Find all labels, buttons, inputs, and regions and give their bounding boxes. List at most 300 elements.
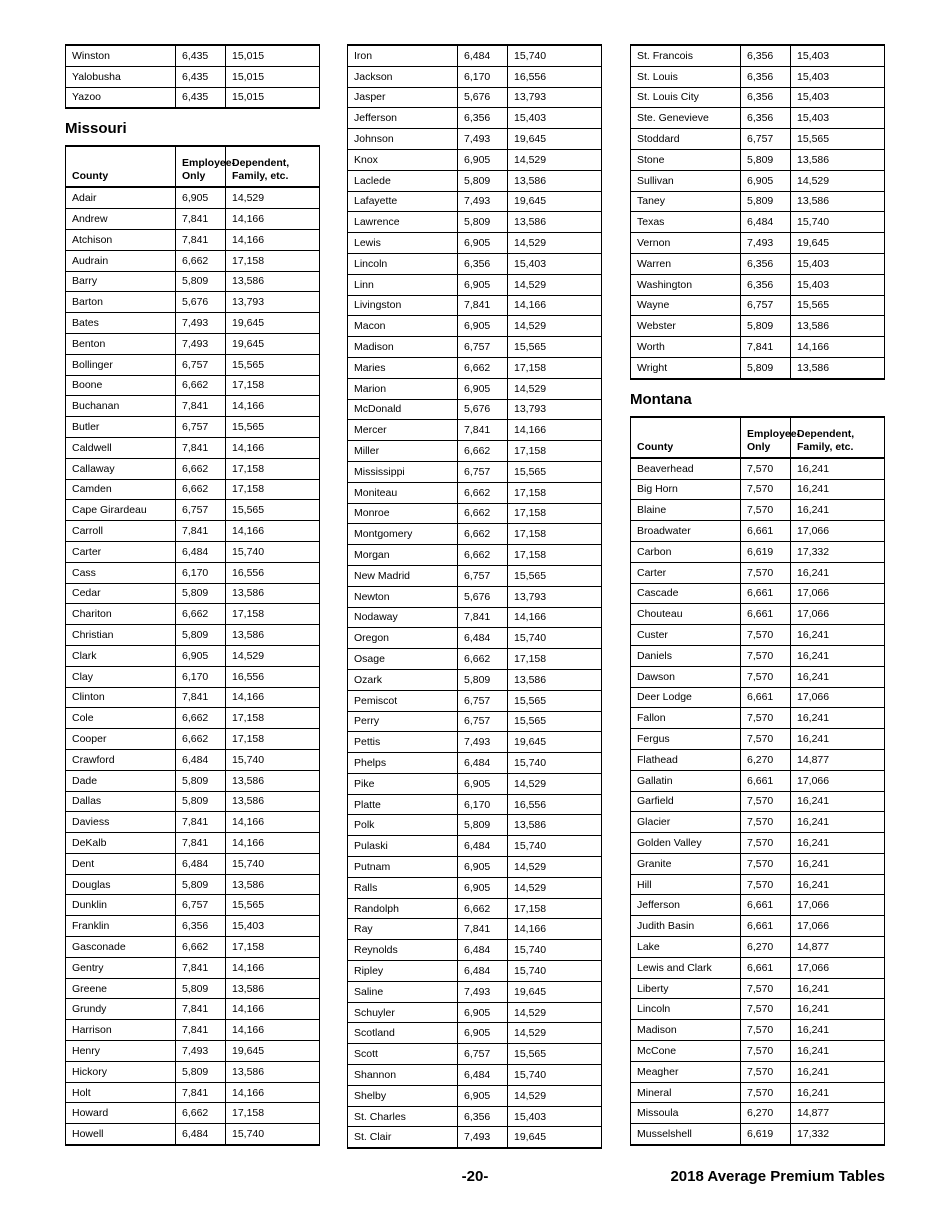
cell-county: Miller	[348, 441, 458, 462]
cell-county: Pemiscot	[348, 690, 458, 711]
table-row	[631, 1020, 885, 1041]
cell-county: Dent	[66, 853, 176, 874]
cell-dependent: 16,241	[791, 500, 885, 521]
cell-employee-only: 6,757	[458, 565, 508, 586]
table-row	[66, 770, 320, 791]
cell-employee-only: 6,484	[176, 1124, 226, 1145]
cell-employee-only: 6,905	[176, 187, 226, 208]
cell-county: Custer	[631, 625, 741, 646]
cell-dependent: 14,166	[226, 396, 320, 417]
cell-dependent: 17,158	[508, 482, 602, 503]
table-row	[348, 586, 602, 607]
cell-dependent: 17,332	[791, 541, 885, 562]
cell-county: Garfield	[631, 791, 741, 812]
table-body	[66, 45, 320, 108]
cell-employee-only: 6,484	[176, 541, 226, 562]
table-row	[348, 108, 602, 129]
cell-employee-only: 5,809	[458, 212, 508, 233]
cell-county: Phelps	[348, 753, 458, 774]
table-row	[631, 1103, 885, 1124]
cell-county: Vernon	[631, 233, 741, 254]
table-row	[66, 957, 320, 978]
cell-employee-only: 6,356	[458, 1106, 508, 1127]
table-row	[631, 687, 885, 708]
cell-dependent: 14,166	[508, 295, 602, 316]
cell-dependent: 15,740	[508, 753, 602, 774]
cell-employee-only: 6,661	[741, 770, 791, 791]
cell-county: Polk	[348, 815, 458, 836]
cell-dependent: 15,740	[226, 853, 320, 874]
cell-dependent: 14,166	[226, 1082, 320, 1103]
cell-county: Gasconade	[66, 937, 176, 958]
cell-employee-only: 6,661	[741, 687, 791, 708]
table-row	[348, 129, 602, 150]
cell-county: Ozark	[348, 669, 458, 690]
table-row	[66, 708, 320, 729]
cell-dependent: 15,565	[226, 895, 320, 916]
table-row	[348, 253, 602, 274]
table-row	[66, 833, 320, 854]
cell-employee-only: 6,661	[741, 916, 791, 937]
page-number: -20-	[461, 1168, 489, 1185]
cell-county: St. Francois	[631, 45, 741, 66]
cell-county: Harrison	[66, 1020, 176, 1041]
cell-employee-only: 5,809	[741, 357, 791, 378]
table-row	[348, 711, 602, 732]
cell-employee-only: 7,841	[176, 396, 226, 417]
cell-county: Washington	[631, 274, 741, 295]
cell-county: Granite	[631, 853, 741, 874]
cell-county: Stoddard	[631, 129, 741, 150]
cell-dependent: 19,645	[508, 1127, 602, 1148]
cell-employee-only: 6,662	[176, 937, 226, 958]
cell-county: Grundy	[66, 999, 176, 1020]
cell-dependent: 16,241	[791, 791, 885, 812]
cell-dependent: 14,529	[508, 857, 602, 878]
cell-county: Boone	[66, 375, 176, 396]
cell-county: Reynolds	[348, 940, 458, 961]
cell-county: Lake	[631, 937, 741, 958]
cell-employee-only: 7,570	[741, 999, 791, 1020]
table-row	[66, 271, 320, 292]
cell-employee-only: 6,905	[458, 773, 508, 794]
table-row	[631, 337, 885, 358]
cell-employee-only: 6,662	[458, 898, 508, 919]
cell-dependent: 13,586	[508, 212, 602, 233]
cell-county: Bollinger	[66, 354, 176, 375]
table-row	[348, 669, 602, 690]
cell-county: Scotland	[348, 1023, 458, 1044]
cell-county: Monroe	[348, 503, 458, 524]
cell-county: Barton	[66, 292, 176, 313]
cell-employee-only: 5,809	[741, 149, 791, 170]
cell-employee-only: 6,905	[176, 645, 226, 666]
cell-employee-only: 7,841	[741, 337, 791, 358]
cell-employee-only: 6,905	[458, 1085, 508, 1106]
column-2	[347, 44, 602, 1149]
table-row	[66, 417, 320, 438]
cell-dependent: 13,586	[508, 669, 602, 690]
cell-county: Mercer	[348, 420, 458, 441]
cell-dependent: 14,166	[226, 833, 320, 854]
cell-county: Meagher	[631, 1061, 741, 1082]
table-row	[631, 645, 885, 666]
cell-employee-only: 6,170	[176, 562, 226, 583]
cell-employee-only: 7,570	[741, 708, 791, 729]
cell-dependent: 17,158	[226, 604, 320, 625]
cell-county: Lincoln	[348, 253, 458, 274]
cell-employee-only: 7,570	[741, 500, 791, 521]
cell-employee-only: 7,570	[741, 625, 791, 646]
table-row	[631, 1061, 885, 1082]
table-row	[348, 233, 602, 254]
table-row	[631, 583, 885, 604]
table-row	[631, 458, 885, 479]
cell-dependent: 14,529	[226, 645, 320, 666]
cell-county: Musselshell	[631, 1124, 741, 1145]
cell-employee-only: 6,757	[741, 129, 791, 150]
table-row	[348, 545, 602, 566]
cell-county: Montgomery	[348, 524, 458, 545]
cell-employee-only: 7,493	[176, 333, 226, 354]
cell-county: Barry	[66, 271, 176, 292]
cell-dependent: 17,158	[226, 458, 320, 479]
table-row	[66, 1103, 320, 1124]
cell-county: Judith Basin	[631, 916, 741, 937]
cell-employee-only: 5,676	[458, 586, 508, 607]
cell-dependent: 15,565	[226, 500, 320, 521]
cell-dependent: 15,740	[508, 940, 602, 961]
cell-dependent: 15,565	[508, 690, 602, 711]
cell-dependent: 14,166	[226, 437, 320, 458]
cell-employee-only: 7,841	[176, 209, 226, 230]
cell-dependent: 17,066	[791, 521, 885, 542]
table-row	[348, 482, 602, 503]
cell-dependent: 13,586	[226, 770, 320, 791]
cell-employee-only: 7,570	[741, 458, 791, 479]
table-body	[631, 458, 885, 1145]
cell-employee-only: 7,570	[741, 853, 791, 874]
cell-employee-only: 6,484	[458, 836, 508, 857]
cell-county: DeKalb	[66, 833, 176, 854]
cell-county: Clark	[66, 645, 176, 666]
cell-county: Chouteau	[631, 604, 741, 625]
table-row	[631, 295, 885, 316]
cell-county: St. Louis	[631, 66, 741, 87]
table-row	[348, 87, 602, 108]
table-row	[66, 812, 320, 833]
cell-dependent: 15,403	[791, 45, 885, 66]
cell-employee-only: 6,662	[176, 708, 226, 729]
cell-county: Cooper	[66, 729, 176, 750]
cell-dependent: 16,241	[791, 1020, 885, 1041]
cell-county: Flathead	[631, 749, 741, 770]
cell-dependent: 16,241	[791, 645, 885, 666]
cell-dependent: 14,166	[226, 229, 320, 250]
cell-employee-only: 6,662	[176, 1103, 226, 1124]
cell-dependent: 17,158	[226, 479, 320, 500]
cell-employee-only: 7,841	[176, 1082, 226, 1103]
cell-county: Laclede	[348, 170, 458, 191]
cell-county: Scott	[348, 1044, 458, 1065]
cell-county: Carter	[66, 541, 176, 562]
cell-county: McCone	[631, 1041, 741, 1062]
cell-dependent: 14,529	[508, 233, 602, 254]
cell-county: Knox	[348, 149, 458, 170]
cell-employee-only: 6,757	[458, 711, 508, 732]
table-row	[631, 1082, 885, 1103]
cell-dependent: 14,529	[508, 1023, 602, 1044]
cell-dependent: 15,015	[226, 66, 320, 87]
cell-county: Atchison	[66, 229, 176, 250]
table-row	[631, 274, 885, 295]
table-row	[348, 919, 602, 940]
table-row	[348, 170, 602, 191]
cell-dependent: 16,241	[791, 999, 885, 1020]
cell-dependent: 14,166	[226, 812, 320, 833]
cell-dependent: 17,066	[791, 916, 885, 937]
cell-county: Mississippi	[348, 461, 458, 482]
table-row	[66, 1041, 320, 1062]
cell-employee-only: 5,809	[176, 978, 226, 999]
cell-dependent: 15,015	[226, 87, 320, 108]
cell-dependent: 17,158	[508, 441, 602, 462]
cell-dependent: 16,241	[791, 1082, 885, 1103]
cell-county: Iron	[348, 45, 458, 66]
cell-dependent: 15,740	[226, 749, 320, 770]
cell-county: Taney	[631, 191, 741, 212]
cell-dependent: 15,740	[508, 628, 602, 649]
cell-dependent: 14,877	[791, 749, 885, 770]
cell-county: Broadwater	[631, 521, 741, 542]
table-row	[66, 521, 320, 542]
cell-dependent: 14,529	[508, 877, 602, 898]
cell-county: Dade	[66, 770, 176, 791]
cell-employee-only: 6,661	[741, 957, 791, 978]
cell-dependent: 13,586	[226, 978, 320, 999]
cell-dependent: 19,645	[226, 333, 320, 354]
cell-employee-only: 7,841	[458, 607, 508, 628]
cell-employee-only: 6,356	[458, 253, 508, 274]
cell-dependent: 16,241	[791, 874, 885, 895]
table-body	[66, 187, 320, 1145]
cell-dependent: 17,158	[226, 250, 320, 271]
cell-county: Bates	[66, 313, 176, 334]
table-row	[631, 708, 885, 729]
table-row	[348, 732, 602, 753]
cell-employee-only: 6,484	[458, 45, 508, 66]
cell-dependent: 14,166	[226, 957, 320, 978]
cell-county: Ripley	[348, 961, 458, 982]
cell-dependent: 15,740	[508, 836, 602, 857]
cell-county: Jasper	[348, 87, 458, 108]
table-row	[348, 815, 602, 836]
cell-employee-only: 6,661	[741, 895, 791, 916]
table-row	[66, 1020, 320, 1041]
cell-employee-only: 7,493	[458, 191, 508, 212]
cell-employee-only: 6,484	[458, 1065, 508, 1086]
table-row	[631, 666, 885, 687]
table-row	[66, 604, 320, 625]
cell-employee-only: 6,905	[458, 149, 508, 170]
table-row	[66, 250, 320, 271]
cell-county: Daniels	[631, 645, 741, 666]
table-row	[348, 45, 602, 66]
table-row	[66, 1124, 320, 1145]
cell-employee-only: 7,841	[176, 812, 226, 833]
cell-employee-only: 6,356	[741, 253, 791, 274]
cell-county: Randolph	[348, 898, 458, 919]
cell-dependent: 15,565	[508, 461, 602, 482]
cell-employee-only: 6,270	[741, 1103, 791, 1124]
cell-dependent: 14,166	[791, 337, 885, 358]
cell-county: Pulaski	[348, 836, 458, 857]
cell-dependent: 19,645	[508, 191, 602, 212]
table-row	[348, 794, 602, 815]
cell-employee-only: 7,570	[741, 562, 791, 583]
table-row	[631, 812, 885, 833]
cell-dependent: 16,241	[791, 708, 885, 729]
cell-county: Livingston	[348, 295, 458, 316]
cell-employee-only: 7,493	[741, 233, 791, 254]
cell-dependent: 13,586	[791, 316, 885, 337]
table-row	[348, 441, 602, 462]
table-row	[631, 108, 885, 129]
cell-county: Franklin	[66, 916, 176, 937]
cell-county: Camden	[66, 479, 176, 500]
table-row	[631, 1041, 885, 1062]
cell-county: Ray	[348, 919, 458, 940]
table-row	[66, 437, 320, 458]
cell-county: Deer Lodge	[631, 687, 741, 708]
cell-employee-only: 6,662	[458, 524, 508, 545]
cell-employee-only: 6,270	[741, 937, 791, 958]
table-row	[66, 666, 320, 687]
table-row	[631, 521, 885, 542]
cell-county: Winston	[66, 45, 176, 66]
cell-county: Holt	[66, 1082, 176, 1103]
cell-dependent: 15,565	[508, 565, 602, 586]
table-row	[66, 791, 320, 812]
cell-county: Shannon	[348, 1065, 458, 1086]
table-row	[66, 313, 320, 334]
cell-county: Maries	[348, 357, 458, 378]
table-row	[66, 687, 320, 708]
cell-dependent: 17,158	[226, 375, 320, 396]
cell-dependent: 15,403	[791, 274, 885, 295]
cell-county: Carter	[631, 562, 741, 583]
cell-county: Howell	[66, 1124, 176, 1145]
cell-employee-only: 7,493	[176, 313, 226, 334]
cell-county: Callaway	[66, 458, 176, 479]
cell-employee-only: 6,662	[458, 482, 508, 503]
cell-county: Big Horn	[631, 479, 741, 500]
table-row	[348, 961, 602, 982]
cell-dependent: 16,241	[791, 479, 885, 500]
cell-employee-only: 7,570	[741, 729, 791, 750]
cell-employee-only: 7,841	[176, 833, 226, 854]
cell-county: Worth	[631, 337, 741, 358]
cell-dependent: 16,241	[791, 978, 885, 999]
cell-employee-only: 6,435	[176, 66, 226, 87]
table-row	[348, 773, 602, 794]
table-montana	[630, 416, 885, 1146]
table-row	[66, 1082, 320, 1103]
cell-dependent: 16,556	[226, 562, 320, 583]
cell-dependent: 14,166	[226, 521, 320, 542]
table-row	[66, 87, 320, 108]
cell-county: Crawford	[66, 749, 176, 770]
cell-county: Stone	[631, 149, 741, 170]
cell-employee-only: 6,435	[176, 45, 226, 66]
table-row	[631, 191, 885, 212]
cell-dependent: 14,166	[226, 1020, 320, 1041]
table-row	[66, 541, 320, 562]
cell-county: Platte	[348, 794, 458, 815]
table-row	[631, 999, 885, 1020]
cell-dependent: 17,066	[791, 583, 885, 604]
cell-employee-only: 6,757	[458, 337, 508, 358]
cell-employee-only: 6,484	[176, 853, 226, 874]
cell-county: Mineral	[631, 1082, 741, 1103]
table-row	[348, 524, 602, 545]
table-row	[348, 191, 602, 212]
cell-dependent: 13,586	[791, 149, 885, 170]
table-row	[348, 420, 602, 441]
cell-employee-only: 7,570	[741, 833, 791, 854]
cell-employee-only: 7,570	[741, 1082, 791, 1103]
table-row	[631, 957, 885, 978]
cell-dependent: 16,241	[791, 1041, 885, 1062]
cell-county: Newton	[348, 586, 458, 607]
cell-employee-only: 6,905	[458, 274, 508, 295]
table-row	[348, 295, 602, 316]
cell-employee-only: 5,809	[176, 791, 226, 812]
cell-employee-only: 6,661	[741, 583, 791, 604]
table-row	[66, 479, 320, 500]
cell-county: Buchanan	[66, 396, 176, 417]
cell-county: Jackson	[348, 66, 458, 87]
cell-dependent: 17,066	[791, 895, 885, 916]
table-row	[66, 583, 320, 604]
table-row	[66, 458, 320, 479]
cell-dependent: 15,403	[508, 108, 602, 129]
header-employee-only: Employee-Only	[741, 417, 791, 458]
cell-county: Cass	[66, 562, 176, 583]
cell-dependent: 13,586	[508, 815, 602, 836]
cell-employee-only: 6,757	[176, 417, 226, 438]
table-row	[631, 212, 885, 233]
table-row	[631, 129, 885, 150]
cell-dependent: 14,877	[791, 1103, 885, 1124]
cell-county: Hill	[631, 874, 741, 895]
cell-dependent: 16,241	[791, 625, 885, 646]
state-heading-missouri: Missouri	[65, 120, 127, 138]
cell-employee-only: 6,905	[458, 1023, 508, 1044]
cell-county: Putnam	[348, 857, 458, 878]
table-row	[66, 500, 320, 521]
cell-county: Moniteau	[348, 482, 458, 503]
cell-county: Wayne	[631, 295, 741, 316]
table-row	[66, 729, 320, 750]
table-row	[348, 337, 602, 358]
cell-county: Dallas	[66, 791, 176, 812]
cell-employee-only: 7,841	[176, 1020, 226, 1041]
cell-dependent: 17,158	[226, 937, 320, 958]
footer-title: 2018 Average Premium Tables	[670, 1168, 885, 1185]
cell-employee-only: 6,662	[176, 479, 226, 500]
cell-employee-only: 7,493	[458, 1127, 508, 1148]
